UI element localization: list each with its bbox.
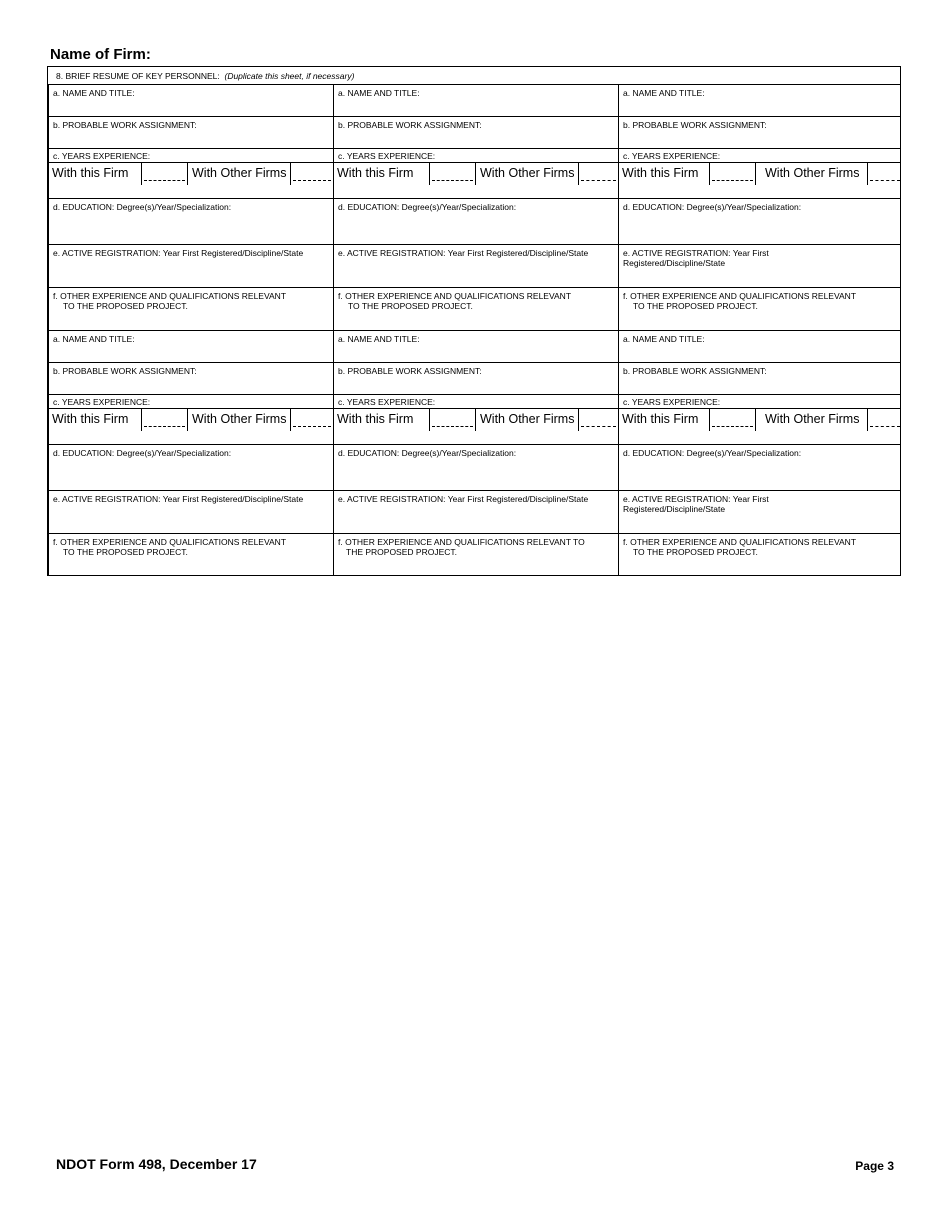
personnel-column-3 [618, 85, 901, 576]
with-this-firm-input[interactable] [429, 163, 476, 185]
education-field[interactable]: d. EDUCATION: Degree(s)/Year/Specialization: [334, 445, 618, 491]
with-other-firms-input[interactable] [290, 409, 334, 431]
with-this-firm-input[interactable] [709, 163, 756, 185]
education-field[interactable]: d. EDUCATION: Degree(s)/Year/Specialization: [49, 199, 333, 245]
with-other-firms-input[interactable] [290, 163, 334, 185]
with-other-firms-label: With Other Firms [192, 412, 287, 426]
section-note: (Duplicate this sheet, if necessary) [224, 71, 355, 81]
years-experience-row [619, 409, 901, 445]
with-this-firm-label: With this Firm [622, 412, 699, 426]
registration-field[interactable]: e. ACTIVE REGISTRATION: Year First Registered/Discipline/State [49, 491, 333, 534]
name-title-field[interactable]: a. NAME AND TITLE: [619, 85, 901, 117]
personnel-column-1 [48, 85, 333, 576]
years-experience-label: c. YEARS EXPERIENCE: [619, 149, 901, 163]
education-field[interactable]: d. EDUCATION: Degree(s)/Year/Specialization: [619, 445, 901, 491]
years-experience-label: c. YEARS EXPERIENCE: [334, 395, 618, 409]
name-title-field[interactable]: a. NAME AND TITLE: [49, 85, 333, 117]
name-of-firm-label: Name of Firm: [50, 46, 151, 63]
with-this-firm-label: With this Firm [337, 166, 414, 180]
education-field[interactable]: d. EDUCATION: Degree(s)/Year/Specialization: [49, 445, 333, 491]
years-experience-label: c. YEARS EXPERIENCE: [49, 395, 333, 409]
work-assignment-field[interactable]: b. PROBABLE WORK ASSIGNMENT: [49, 363, 333, 395]
name-title-field[interactable]: a. NAME AND TITLE: [619, 331, 901, 363]
years-experience-label: c. YEARS EXPERIENCE: [334, 149, 618, 163]
with-other-firms-label: With Other Firms [480, 166, 575, 180]
registration-field[interactable]: e. ACTIVE REGISTRATION: Year First Registered/Discipline/State [334, 491, 618, 534]
work-assignment-field[interactable]: b. PROBABLE WORK ASSIGNMENT: [49, 117, 333, 149]
section-header [48, 67, 900, 85]
other-experience-field[interactable]: f. OTHER EXPERIENCE AND QUALIFICATIONS RELEVANT TO THE PROPOSED PROJECT. [53, 537, 287, 557]
registration-field[interactable]: e. ACTIVE REGISTRATION: Year First Registered/Discipline/State [619, 491, 901, 534]
years-experience-label: c. YEARS EXPERIENCE: [619, 395, 901, 409]
registration-field[interactable]: e. ACTIVE REGISTRATION: Year First Registered/Discipline/State [619, 245, 901, 288]
with-this-firm-input[interactable] [141, 409, 188, 431]
with-this-firm-input[interactable] [709, 409, 756, 431]
work-assignment-field[interactable]: b. PROBABLE WORK ASSIGNMENT: [619, 117, 901, 149]
work-assignment-field[interactable]: b. PROBABLE WORK ASSIGNMENT: [619, 363, 901, 395]
key-personnel-form [47, 66, 901, 576]
name-title-field[interactable]: a. NAME AND TITLE: [49, 331, 333, 363]
years-experience-row [619, 163, 901, 199]
with-other-firms-input[interactable] [867, 409, 902, 431]
with-this-firm-label: With this Firm [622, 166, 699, 180]
with-other-firms-input[interactable] [578, 409, 618, 431]
with-other-firms-input[interactable] [867, 163, 902, 185]
other-experience-field[interactable]: f. OTHER EXPERIENCE AND QUALIFICATIONS RELEVANT TO THE PROPOSED PROJECT. [338, 537, 585, 557]
years-experience-row [334, 409, 618, 445]
years-experience-row [49, 163, 333, 199]
section-title: 8. BRIEF RESUME OF KEY PERSONNEL: [56, 71, 220, 81]
personnel-column-2 [333, 85, 618, 576]
other-experience-field[interactable]: f. OTHER EXPERIENCE AND QUALIFICATIONS RELEVANT TO THE PROPOSED PROJECT. [49, 288, 333, 331]
years-experience-label: c. YEARS EXPERIENCE: [49, 149, 333, 163]
with-other-firms-label: With Other Firms [480, 412, 575, 426]
with-other-firms-input[interactable] [578, 163, 618, 185]
with-this-firm-label: With this Firm [52, 166, 129, 180]
education-field[interactable]: d. EDUCATION: Degree(s)/Year/Specialization: [619, 199, 901, 245]
with-this-firm-input[interactable] [429, 409, 476, 431]
other-experience-field[interactable]: f. OTHER EXPERIENCE AND QUALIFICATIONS RELEVANT TO THE PROPOSED PROJECT. [619, 288, 901, 331]
page-number: Page 3 [855, 1159, 894, 1173]
with-other-firms-label: With Other Firms [192, 166, 287, 180]
education-field[interactable]: d. EDUCATION: Degree(s)/Year/Specialization: [334, 199, 618, 245]
with-other-firms-label: With Other Firms [765, 412, 860, 426]
with-this-firm-label: With this Firm [337, 412, 414, 426]
with-other-firms-label: With Other Firms [765, 166, 860, 180]
work-assignment-field[interactable]: b. PROBABLE WORK ASSIGNMENT: [334, 363, 618, 395]
registration-field[interactable]: e. ACTIVE REGISTRATION: Year First Registered/Discipline/State [334, 245, 618, 288]
form-identifier: NDOT Form 498, December 17 [56, 1156, 257, 1172]
registration-field[interactable]: e. ACTIVE REGISTRATION: Year First Registered/Discipline/State [49, 245, 333, 288]
with-this-firm-label: With this Firm [52, 412, 129, 426]
name-title-field[interactable]: a. NAME AND TITLE: [334, 331, 618, 363]
with-this-firm-input[interactable] [141, 163, 188, 185]
years-experience-row [334, 163, 618, 199]
other-experience-field[interactable]: f. OTHER EXPERIENCE AND QUALIFICATIONS RELEVANT TO THE PROPOSED PROJECT. [623, 537, 857, 557]
name-title-field[interactable]: a. NAME AND TITLE: [334, 85, 618, 117]
years-experience-row [49, 409, 333, 445]
other-experience-field[interactable]: f. OTHER EXPERIENCE AND QUALIFICATIONS RELEVANT TO THE PROPOSED PROJECT. [334, 288, 618, 331]
work-assignment-field[interactable]: b. PROBABLE WORK ASSIGNMENT: [334, 117, 618, 149]
